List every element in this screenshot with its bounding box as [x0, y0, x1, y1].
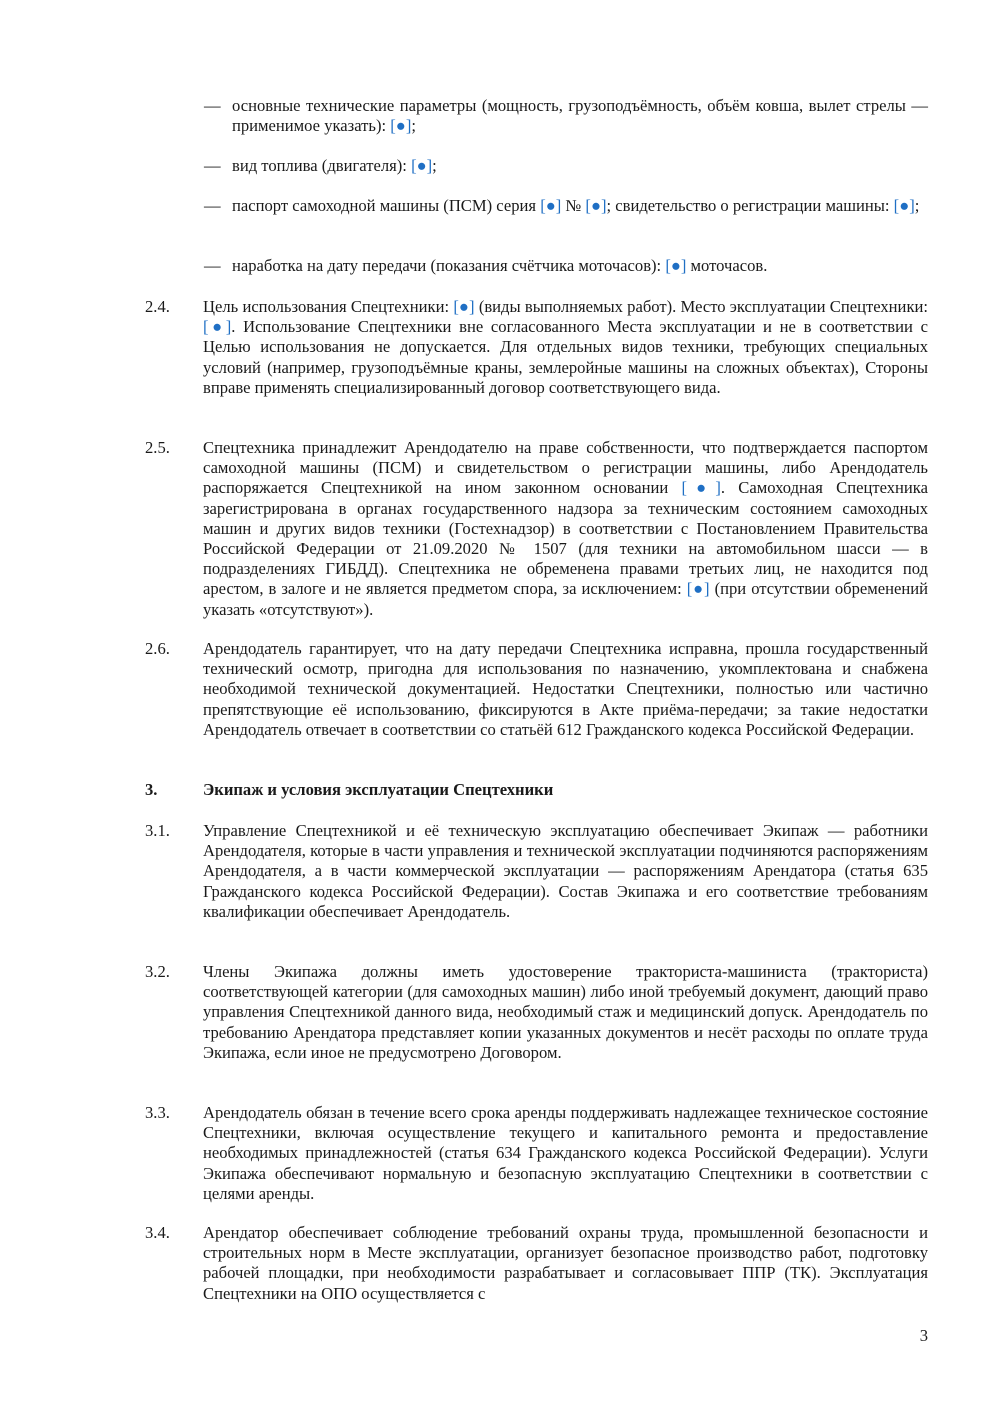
section-number: 3.: [145, 780, 158, 799]
placeholder-marker: [●]: [411, 156, 433, 175]
list-item-text: основные технические параметры (мощность, грузоподъёмность, объём ковша, вылет стрелы — применимое указать): [●];: [232, 96, 928, 136]
placeholder-marker: [●]: [203, 317, 232, 337]
placeholder-marker: [●]: [665, 256, 687, 275]
clause-number: 3.3.: [145, 1103, 170, 1122]
clause-2-5: [145, 438, 928, 620]
placeholder-marker: [●]: [540, 196, 562, 215]
list-dash: —: [204, 256, 221, 275]
clause-number: 2.6.: [145, 639, 170, 658]
clause-number: 2.5.: [145, 438, 170, 457]
list-item: [204, 96, 928, 136]
clause-2-6: [145, 639, 928, 740]
clause-3-1: [145, 821, 928, 922]
list-dash: —: [204, 156, 221, 175]
placeholder-marker: [●]: [453, 297, 475, 316]
section-title: Экипаж и условия эксплуатации Спецтехники: [203, 780, 554, 799]
placeholder-marker: [●]: [681, 478, 721, 498]
clause-text: Цель использования Спецтехники: [●] (виды выполняемых работ). Место эксплуатации Спецтехники: [●]. Использование Спецтехники вне согласованного Места эксплуатации и не в соответствии с Целью использования не допускается. Для отдельных видов техники, требующих специальных условий (например, грузоподъёмные краны, землеройные машины на сложных объектах), Стороны вправе применять специализированный договор соответствующего вида.: [203, 297, 928, 397]
list-item-text: вид топлива (двигателя): [●];: [232, 156, 437, 175]
list-item: [204, 196, 928, 216]
clause-number: 2.4.: [145, 297, 170, 316]
clause-2-4: [145, 297, 928, 398]
clause-number: 3.2.: [145, 962, 170, 981]
clause-text: Арендодатель гарантирует, что на дату передачи Спецтехника исправна, прошла государственный технический осмотр, пригодна для использования по назначению, укомплектована и снабжена необходимой технической документацией. Недостатки Спецтехники, полностью или частично препятствующие её использованию, фиксируются в Акте приёма-передачи; за такие недостатки Арендодатель отвечает в соответствии со статьёй 612 Гражданского кодекса Российской Федерации.: [203, 639, 928, 739]
clause-3-2: [145, 962, 928, 1063]
clause-3-4: [145, 1223, 928, 1304]
clause-text: Управление Спецтехникой и её техническую эксплуатацию обеспечивает Экипаж — работники Арендодателя, которые в части управления и технической эксплуатации подчиняются распоряжениям Арендодателя, а в части коммерческой эксплуатации — распоряжениям Арендатора (статья 635 Гражданского кодекса Российской Федерации). Состав Экипажа и его соответствие требованиям квалификации обеспечивает Арендодатель.: [203, 821, 928, 921]
placeholder-marker: [●]: [585, 196, 607, 215]
placeholder-marker: [●]: [893, 196, 915, 215]
page-number: 3: [919, 1326, 928, 1345]
clause-text: Арендодатель обязан в течение всего срока аренды поддерживать надлежащее техническое состояние Спецтехники, включая осуществление текущего и капитального ремонта и предоставление необходимых принадлежностей (статья 634 Гражданского кодекса Российской Федерации). Услуги Экипажа обеспечивают нормальную и безопасную эксплуатацию Спецтехники в соответствии с целями аренды.: [203, 1103, 928, 1203]
list-dash: —: [204, 196, 221, 215]
clause-number: 3.4.: [145, 1223, 170, 1242]
list-item-text: паспорт самоходной машины (ПСМ) серия [●] № [●]; свидетельство о регистрации машины: [●];: [232, 196, 920, 215]
clause-number: 3.1.: [145, 821, 170, 840]
clause-text: Члены Экипажа должны иметь удостоверение тракториста-машиниста (тракториста) соответствующей категории (для самоходных машин) либо иной требуемый документ, дающий право управления Спецтехникой данного вида, необходимый стаж и медицинский допуск. Арендодатель по требованию Арендатора представляет копии указанных документов и несёт расходы по оплате труда Экипажа, если иное не предусмотрено Договором.: [203, 962, 928, 1062]
clause-3-3: [145, 1103, 928, 1204]
section-heading: [145, 780, 928, 800]
list-dash: —: [204, 96, 221, 115]
placeholder-marker: [●]: [686, 579, 710, 599]
list-item: [204, 156, 928, 176]
list-item: [204, 256, 928, 276]
list-item-text: наработка на дату передачи (показания счётчика моточасов): [●] моточасов.: [232, 256, 768, 275]
placeholder-marker: [●]: [390, 116, 412, 136]
clause-text: Спецтехника принадлежит Арендодателю на праве собственности, что подтверждается паспортом самоходной машины (ПСМ) и свидетельством о регистрации машины, либо Арендодатель распоряжается Спецтехникой на ином законном основании [●]. Самоходная Спецтехника зарегистрирована в органах государственного надзора за техническим состоянием самоходных машин и других видов техники (Гостехнадзор) в соответствии с Постановлением Правительства Российской Федерации от 21.09.2020 № 1507 (для техники на автомобильном шасси — в подразделениях ГИБДД). Спецтехника не обременена правами третьих лиц, не находится под арестом, в залоге и не является предметом спора, за исключением: [●] (при отсутствии обременений указать «отсутствуют»).: [203, 438, 928, 619]
clause-text: Арендатор обеспечивает соблюдение требований охраны труда, промышленной безопасности и строительных норм в Месте эксплуатации, организует безопасное производство работ, подготовку рабочей площадки, при необходимости разрабатывает и согласовывает ППР (ТК). Эксплуатация Спецтехники на ОПО осуществляется с: [203, 1223, 928, 1303]
